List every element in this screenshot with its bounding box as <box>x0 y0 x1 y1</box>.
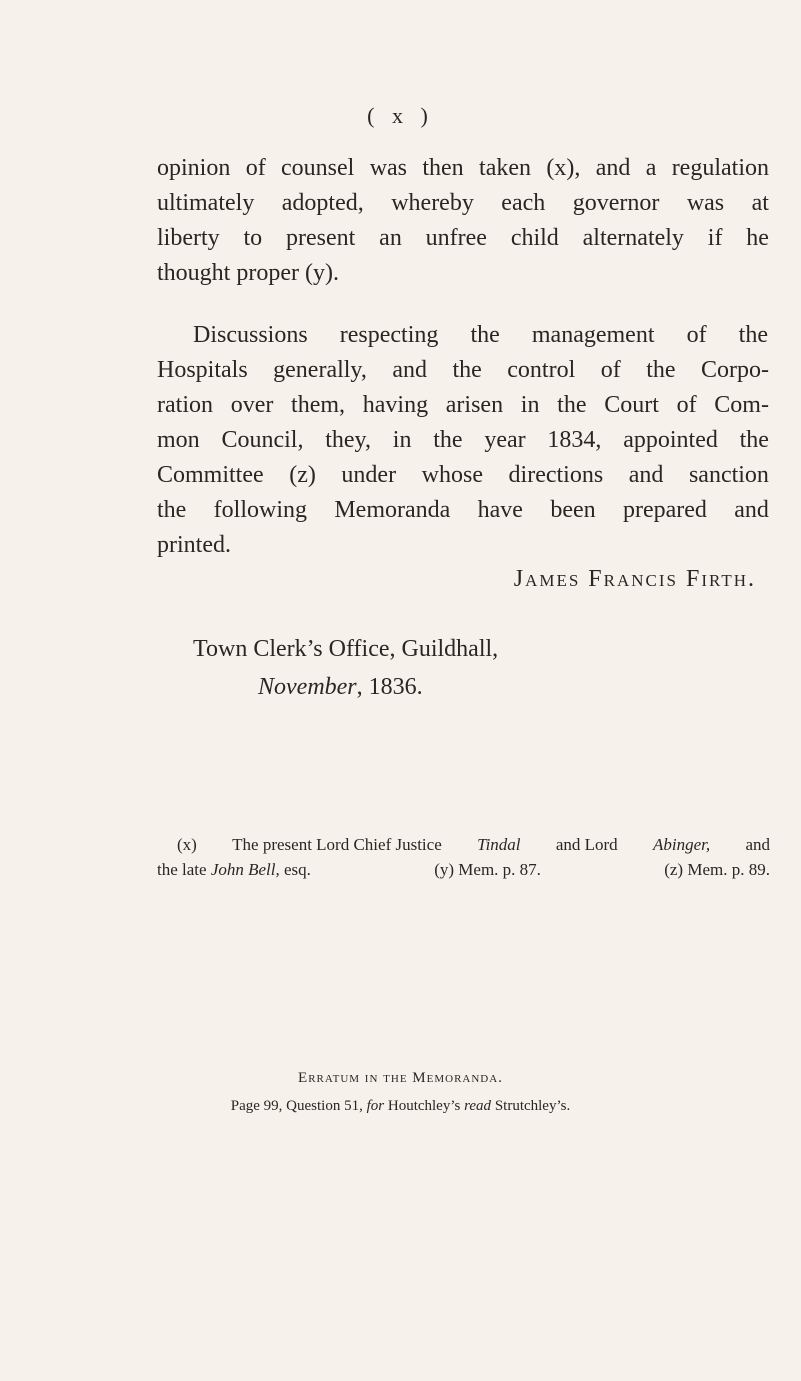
paragraph-line: printed. <box>157 532 231 558</box>
paragraph-line: ration over them, having arisen in the Court of Com- <box>157 392 769 418</box>
paragraph-2-first-line <box>193 318 768 353</box>
erratum-part: Page 99, Question 51, <box>230 1098 363 1114</box>
paragraph-1 <box>157 151 769 291</box>
paragraph-line: Committee (z) under whose directions and sanction <box>157 462 769 488</box>
date-year: 1836. <box>368 674 423 700</box>
footnote-name: Abinger, <box>653 835 711 854</box>
footnote-name: Tindal <box>477 835 521 854</box>
footnote-z-marker: (z) <box>664 860 684 879</box>
paragraph-line: mon Council, they, in the year 1834, appointed the <box>157 427 769 453</box>
footnote-y-marker: (y) <box>434 860 455 879</box>
footnote-text: and Lord <box>555 835 618 854</box>
footnote-text: Mem. p. 87. <box>458 860 541 879</box>
paragraph-line: the following Memoranda have been prepared and <box>157 497 769 523</box>
footnote-line <box>157 857 770 882</box>
footnote-text: Mem. p. 89. <box>687 860 770 879</box>
paragraph-2 <box>157 353 769 563</box>
date-line: November, 1836. <box>258 674 423 700</box>
footnote-x-marker: (x) <box>177 835 197 854</box>
paragraph-line: Hospitals generally, and the control of the Corpo- <box>157 357 769 383</box>
footnotes <box>157 832 770 882</box>
paragraph-line: opinion of counsel was then taken (x), and a regulation <box>157 155 769 181</box>
erratum-text <box>0 1098 801 1115</box>
erratum-part: for <box>366 1098 385 1114</box>
footnote-text: and <box>745 835 770 854</box>
paragraph-line: Discussions respecting the management of the <box>193 322 768 348</box>
erratum-part: Strutchley’s. <box>494 1098 571 1114</box>
footnote-text: The present Lord Chief Justice <box>232 835 442 854</box>
erratum-part: Houtchley’s <box>387 1098 461 1114</box>
page-number: ( x ) <box>367 103 434 128</box>
footnote-line <box>157 832 770 857</box>
erratum-heading: Erratum in the Memoranda. <box>298 1070 503 1086</box>
paragraph-line: thought proper (y). <box>157 260 339 286</box>
paragraph-line: liberty to present an unfree child alternately if he <box>157 225 769 251</box>
signature: James Francis Firth. <box>513 566 756 592</box>
place-line: Town Clerk’s Office, Guildhall, <box>193 636 499 662</box>
footnote-text: esq. <box>283 860 311 879</box>
footnote-text: the late <box>157 860 207 879</box>
paragraph-line: ultimately adopted, whereby each governor was at <box>157 190 769 216</box>
date-month: November <box>258 674 357 700</box>
erratum-part: read <box>464 1098 492 1114</box>
footnote-name: John Bell, <box>210 860 280 879</box>
